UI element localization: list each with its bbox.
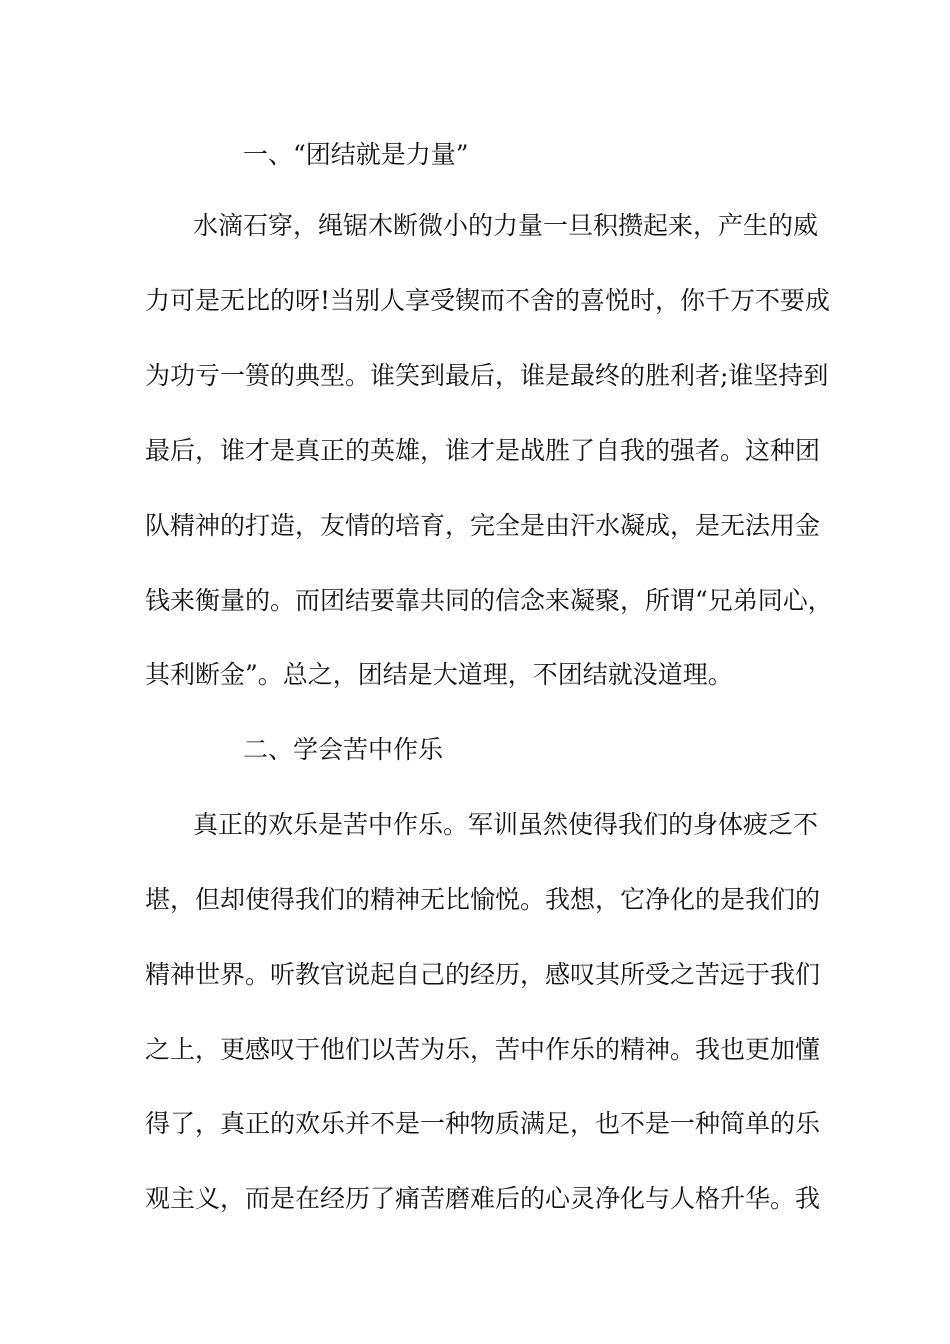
paragraph-line: 精神世界。听教官说起自己的经历，感叹其所受之苦远于我们 — [145, 960, 821, 989]
paragraph-line: 观主义，而是在经历了痛苦磨难后的心灵净化与人格升华。我 — [145, 1184, 821, 1213]
paragraph-line: 其利断金”。总之，团结是大道理，不团结就没道理。 — [145, 660, 733, 689]
paragraph-line: 真正的欢乐是苦中作乐。军训虽然使得我们的身体疲乏不 — [193, 810, 819, 839]
paragraph-line: 为功亏一篑的典型。谁笑到最后，谁是最终的胜利者;谁坚持到 — [145, 361, 829, 390]
section-heading-2: 二、学会苦中作乐 — [243, 735, 444, 764]
paragraph-line: 堪，但却使得我们的精神无比愉悦。我想，它净化的是我们的 — [145, 885, 821, 914]
paragraph-line: 力可是无比的呀!当别人享受锲而不舍的喜悦时，你千万不要成 — [145, 286, 831, 315]
paragraph-line: 水滴石穿，绳锯木断微小的力量一旦积攒起来，产生的威 — [193, 211, 819, 240]
paragraph-line: 最后，谁才是真正的英雄，谁才是战胜了自我的强者。这种团 — [145, 436, 821, 465]
paragraph-line: 钱来衡量的。而团结要靠共同的信念来凝聚，所谓“兄弟同心， — [145, 586, 833, 615]
paragraph-line: 队精神的打造，友情的培育，完全是由汗水凝成，是无法用金 — [145, 511, 821, 540]
section-heading-1: 一、“团结就是力量” — [243, 140, 469, 169]
paragraph-line: 之上，更感叹于他们以苦为乐，苦中作乐的精神。我也更加懂 — [145, 1035, 821, 1064]
paragraph-line: 得了，真正的欢乐并不是一种物质满足，也不是一种简单的乐 — [145, 1109, 821, 1138]
